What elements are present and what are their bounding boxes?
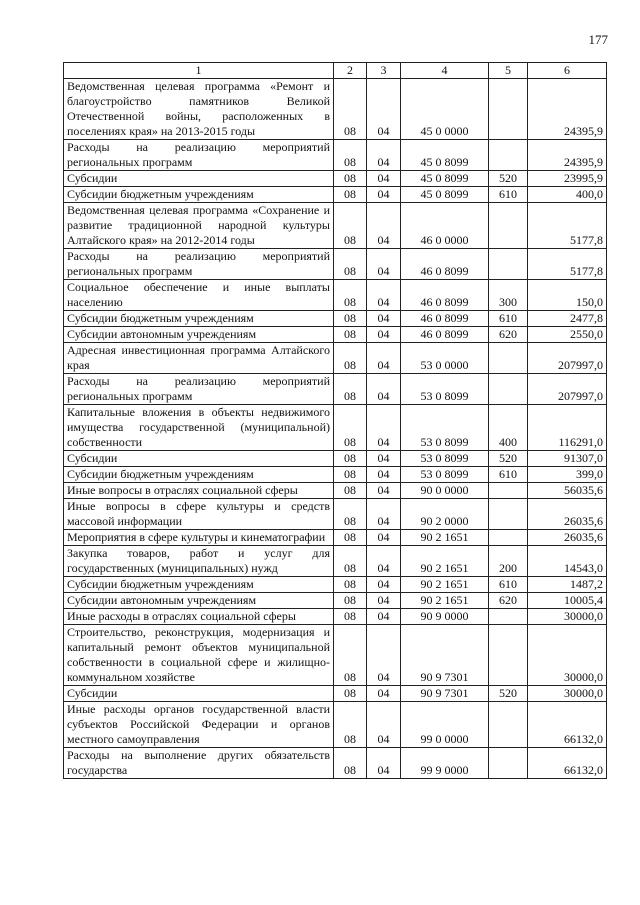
section-code-cell: 08 xyxy=(334,343,367,374)
expense-type-cell: 610 xyxy=(489,577,528,593)
row-name-cell: Субсидии бюджетным учреждениям xyxy=(64,467,334,483)
row-name-cell: Расходы на реализацию мероприятий региональных программ xyxy=(64,374,334,405)
subsection-code-cell: 04 xyxy=(367,343,401,374)
target-article-cell: 90 9 7301 xyxy=(401,625,489,686)
expense-type-cell xyxy=(489,343,528,374)
section-code-cell: 08 xyxy=(334,249,367,280)
table-row xyxy=(64,280,607,311)
amount-cell: 26035,6 xyxy=(528,530,607,546)
subsection-code-cell: 04 xyxy=(367,702,401,748)
target-article-cell: 90 2 1651 xyxy=(401,530,489,546)
subsection-code-cell: 04 xyxy=(367,483,401,499)
section-code-cell: 08 xyxy=(334,530,367,546)
expense-type-cell xyxy=(489,374,528,405)
section-code-cell: 08 xyxy=(334,203,367,249)
amount-cell: 24395,9 xyxy=(528,79,607,140)
table-row xyxy=(64,374,607,405)
subsection-code-cell: 04 xyxy=(367,546,401,577)
target-article-cell: 45 0 8099 xyxy=(401,171,489,187)
amount-cell: 5177,8 xyxy=(528,249,607,280)
row-name-cell: Субсидии автономным учреждениям xyxy=(64,327,334,343)
budget-table xyxy=(63,62,607,779)
table-row xyxy=(64,187,607,203)
expense-type-cell xyxy=(489,140,528,171)
expense-type-cell: 620 xyxy=(489,593,528,609)
expense-type-cell: 620 xyxy=(489,327,528,343)
amount-cell: 30000,0 xyxy=(528,686,607,702)
target-article-cell: 45 0 8099 xyxy=(401,140,489,171)
column-header: 6 xyxy=(528,63,607,79)
table-body xyxy=(64,79,607,779)
table-row xyxy=(64,593,607,609)
subsection-code-cell: 04 xyxy=(367,577,401,593)
section-code-cell: 08 xyxy=(334,467,367,483)
row-name-cell: Иные вопросы в отраслях социальной сферы xyxy=(64,483,334,499)
row-name-cell: Расходы на реализацию мероприятий региональных программ xyxy=(64,140,334,171)
target-article-cell: 46 0 8099 xyxy=(401,327,489,343)
target-article-cell: 99 0 0000 xyxy=(401,702,489,748)
subsection-code-cell: 04 xyxy=(367,187,401,203)
column-header: 5 xyxy=(489,63,528,79)
subsection-code-cell: 04 xyxy=(367,171,401,187)
amount-cell: 10005,4 xyxy=(528,593,607,609)
subsection-code-cell: 04 xyxy=(367,593,401,609)
row-name-cell: Расходы на выполнение других обязательств государства xyxy=(64,748,334,779)
section-code-cell: 08 xyxy=(334,499,367,530)
column-header: 3 xyxy=(367,63,401,79)
table-row xyxy=(64,203,607,249)
section-code-cell: 08 xyxy=(334,577,367,593)
row-name-cell: Социальное обеспечение и иные выплаты населению xyxy=(64,280,334,311)
column-header: 4 xyxy=(401,63,489,79)
amount-cell: 116291,0 xyxy=(528,405,607,451)
table-row xyxy=(64,702,607,748)
amount-cell: 207997,0 xyxy=(528,374,607,405)
row-name-cell: Иные вопросы в сфере культуры и средств массовой информации xyxy=(64,499,334,530)
subsection-code-cell: 04 xyxy=(367,311,401,327)
section-code-cell: 08 xyxy=(334,625,367,686)
row-name-cell: Капитальные вложения в объекты недвижимого имущества государственной (муниципальной) собственности xyxy=(64,405,334,451)
subsection-code-cell: 04 xyxy=(367,499,401,530)
subsection-code-cell: 04 xyxy=(367,79,401,140)
subsection-code-cell: 04 xyxy=(367,140,401,171)
table-row xyxy=(64,748,607,779)
section-code-cell: 08 xyxy=(334,405,367,451)
target-article-cell: 99 9 0000 xyxy=(401,748,489,779)
row-name-cell: Субсидии xyxy=(64,451,334,467)
section-code-cell: 08 xyxy=(334,140,367,171)
amount-cell: 399,0 xyxy=(528,467,607,483)
target-article-cell: 45 0 0000 xyxy=(401,79,489,140)
subsection-code-cell: 04 xyxy=(367,609,401,625)
expense-type-cell xyxy=(489,249,528,280)
expense-type-cell: 520 xyxy=(489,686,528,702)
amount-cell: 24395,9 xyxy=(528,140,607,171)
section-code-cell: 08 xyxy=(334,79,367,140)
table-row xyxy=(64,171,607,187)
subsection-code-cell: 04 xyxy=(367,374,401,405)
subsection-code-cell: 04 xyxy=(367,625,401,686)
amount-cell: 26035,6 xyxy=(528,499,607,530)
table-row xyxy=(64,530,607,546)
table-row xyxy=(64,249,607,280)
expense-type-cell: 610 xyxy=(489,187,528,203)
section-code-cell: 08 xyxy=(334,451,367,467)
table-header-row xyxy=(64,63,607,79)
row-name-cell: Закупка товаров, работ и услуг для государственных (муниципальных) нужд xyxy=(64,546,334,577)
section-code-cell: 08 xyxy=(334,280,367,311)
table-row xyxy=(64,467,607,483)
expense-type-cell: 520 xyxy=(489,171,528,187)
target-article-cell: 90 9 0000 xyxy=(401,609,489,625)
target-article-cell: 46 0 0000 xyxy=(401,203,489,249)
subsection-code-cell: 04 xyxy=(367,467,401,483)
expense-type-cell xyxy=(489,499,528,530)
row-name-cell: Расходы на реализацию мероприятий региональных программ xyxy=(64,249,334,280)
table-row xyxy=(64,140,607,171)
target-article-cell: 90 0 0000 xyxy=(401,483,489,499)
expense-type-cell xyxy=(489,530,528,546)
table-row xyxy=(64,546,607,577)
expense-type-cell: 300 xyxy=(489,280,528,311)
target-article-cell: 46 0 8099 xyxy=(401,311,489,327)
page-number: 177 xyxy=(588,32,608,47)
expense-type-cell xyxy=(489,483,528,499)
subsection-code-cell: 04 xyxy=(367,748,401,779)
table-row xyxy=(64,451,607,467)
expense-type-cell: 200 xyxy=(489,546,528,577)
amount-cell: 56035,6 xyxy=(528,483,607,499)
subsection-code-cell: 04 xyxy=(367,249,401,280)
amount-cell: 23995,9 xyxy=(528,171,607,187)
row-name-cell: Субсидии автономным учреждениям xyxy=(64,593,334,609)
row-name-cell: Строительство, реконструкция, модернизация и капитальный ремонт объектов муниципальной собственности в социальной сфере и жилищно-коммунальном хозяйстве xyxy=(64,625,334,686)
row-name-cell: Ведомственная целевая программа «Ремонт и благоустройство памятников Великой Отечественной войны, расположенных в поселениях края» на 2013-2015 годы xyxy=(64,79,334,140)
amount-cell: 14543,0 xyxy=(528,546,607,577)
table-row xyxy=(64,405,607,451)
subsection-code-cell: 04 xyxy=(367,451,401,467)
table-row xyxy=(64,79,607,140)
target-article-cell: 53 0 8099 xyxy=(401,451,489,467)
row-name-cell: Субсидии бюджетным учреждениям xyxy=(64,311,334,327)
target-article-cell: 53 0 8099 xyxy=(401,467,489,483)
amount-cell: 2477,8 xyxy=(528,311,607,327)
expense-type-cell: 610 xyxy=(489,467,528,483)
row-name-cell: Иные расходы органов государственной власти субъектов Российской Федерации и органов местного самоуправления xyxy=(64,702,334,748)
target-article-cell: 53 0 8099 xyxy=(401,405,489,451)
subsection-code-cell: 04 xyxy=(367,686,401,702)
target-article-cell: 46 0 8099 xyxy=(401,280,489,311)
section-code-cell: 08 xyxy=(334,686,367,702)
amount-cell: 2550,0 xyxy=(528,327,607,343)
row-name-cell: Иные расходы в отраслях социальной сферы xyxy=(64,609,334,625)
section-code-cell: 08 xyxy=(334,171,367,187)
section-code-cell: 08 xyxy=(334,374,367,405)
target-article-cell: 46 0 8099 xyxy=(401,249,489,280)
target-article-cell: 53 0 8099 xyxy=(401,374,489,405)
target-article-cell: 90 2 1651 xyxy=(401,577,489,593)
amount-cell: 207997,0 xyxy=(528,343,607,374)
section-code-cell: 08 xyxy=(334,593,367,609)
table-row xyxy=(64,686,607,702)
section-code-cell: 08 xyxy=(334,483,367,499)
row-name-cell: Ведомственная целевая программа «Сохранение и развитие традиционной народной культуры Алтайского края» на 2012-2014 годы xyxy=(64,203,334,249)
table-row xyxy=(64,327,607,343)
row-name-cell: Субсидии xyxy=(64,686,334,702)
expense-type-cell xyxy=(489,609,528,625)
subsection-code-cell: 04 xyxy=(367,530,401,546)
section-code-cell: 08 xyxy=(334,748,367,779)
expense-type-cell: 400 xyxy=(489,405,528,451)
target-article-cell: 90 2 1651 xyxy=(401,546,489,577)
table-row xyxy=(64,625,607,686)
row-name-cell: Мероприятия в сфере культуры и кинематографии xyxy=(64,530,334,546)
target-article-cell: 90 2 1651 xyxy=(401,593,489,609)
row-name-cell: Адресная инвестиционная программа Алтайского края xyxy=(64,343,334,374)
amount-cell: 66132,0 xyxy=(528,702,607,748)
amount-cell: 5177,8 xyxy=(528,203,607,249)
amount-cell: 30000,0 xyxy=(528,625,607,686)
target-article-cell: 90 9 7301 xyxy=(401,686,489,702)
target-article-cell: 45 0 8099 xyxy=(401,187,489,203)
amount-cell: 400,0 xyxy=(528,187,607,203)
section-code-cell: 08 xyxy=(334,327,367,343)
table-row xyxy=(64,343,607,374)
subsection-code-cell: 04 xyxy=(367,280,401,311)
expense-type-cell xyxy=(489,748,528,779)
amount-cell: 150,0 xyxy=(528,280,607,311)
amount-cell: 66132,0 xyxy=(528,748,607,779)
row-name-cell: Субсидии бюджетным учреждениям xyxy=(64,577,334,593)
section-code-cell: 08 xyxy=(334,546,367,577)
table-row xyxy=(64,483,607,499)
table-row xyxy=(64,609,607,625)
expense-type-cell: 520 xyxy=(489,451,528,467)
section-code-cell: 08 xyxy=(334,702,367,748)
section-code-cell: 08 xyxy=(334,311,367,327)
row-name-cell: Субсидии xyxy=(64,171,334,187)
expense-type-cell xyxy=(489,203,528,249)
expense-type-cell xyxy=(489,702,528,748)
expense-type-cell xyxy=(489,625,528,686)
section-code-cell: 08 xyxy=(334,187,367,203)
table-row xyxy=(64,311,607,327)
subsection-code-cell: 04 xyxy=(367,405,401,451)
expense-type-cell: 610 xyxy=(489,311,528,327)
amount-cell: 30000,0 xyxy=(528,609,607,625)
column-header: 2 xyxy=(334,63,367,79)
row-name-cell: Субсидии бюджетным учреждениям xyxy=(64,187,334,203)
column-header: 1 xyxy=(64,63,334,79)
expense-type-cell xyxy=(489,79,528,140)
target-article-cell: 90 2 0000 xyxy=(401,499,489,530)
amount-cell: 1487,2 xyxy=(528,577,607,593)
section-code-cell: 08 xyxy=(334,609,367,625)
table-row xyxy=(64,499,607,530)
subsection-code-cell: 04 xyxy=(367,327,401,343)
amount-cell: 91307,0 xyxy=(528,451,607,467)
target-article-cell: 53 0 0000 xyxy=(401,343,489,374)
subsection-code-cell: 04 xyxy=(367,203,401,249)
table-row xyxy=(64,577,607,593)
